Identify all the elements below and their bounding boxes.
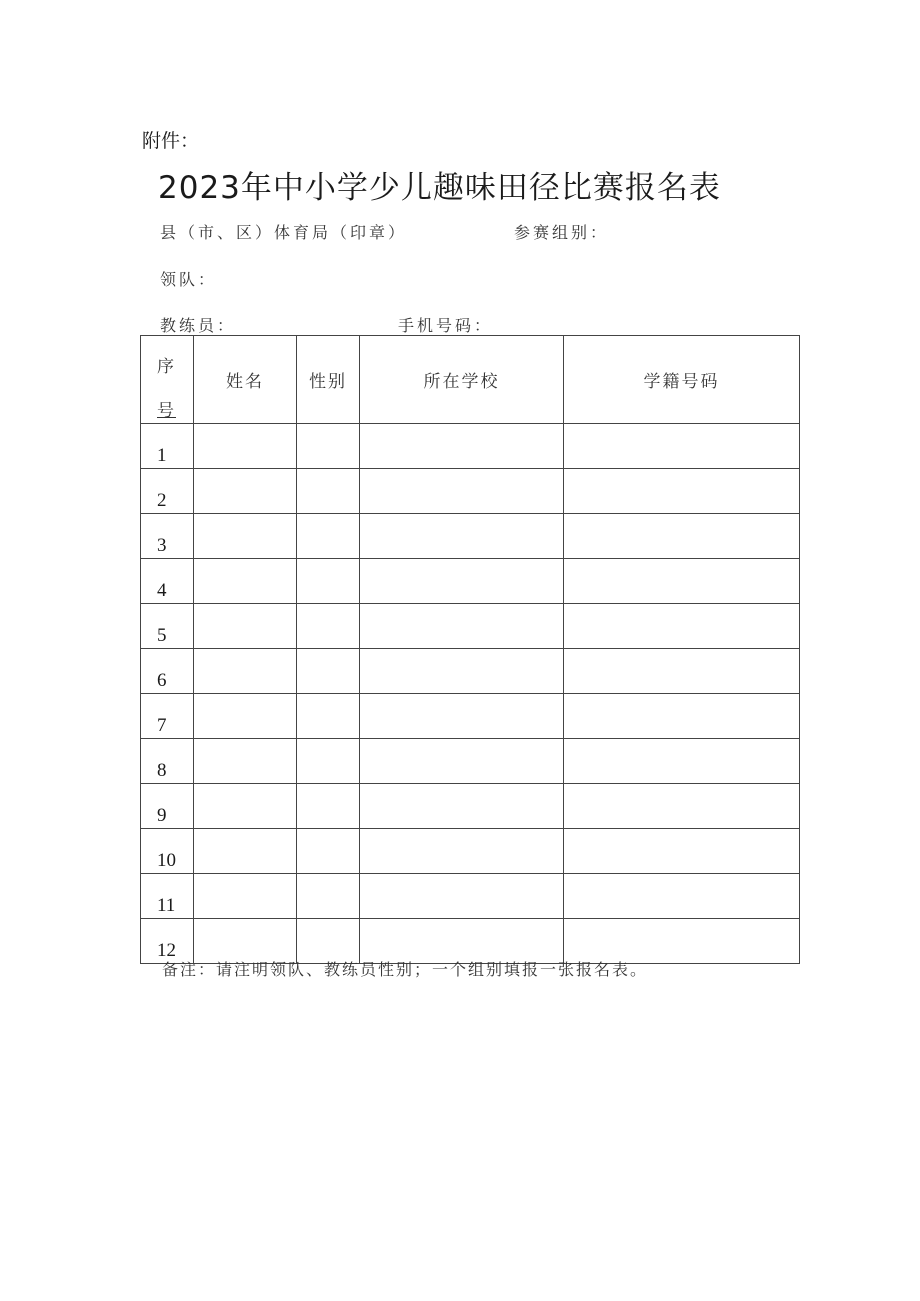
gender-cell[interactable]: [297, 559, 360, 604]
county-bureau-label: 县（市、区）体育局（印章）: [160, 223, 408, 242]
name-cell[interactable]: [194, 784, 297, 829]
table-row: [141, 649, 800, 694]
school-cell[interactable]: [360, 514, 564, 559]
header-seq: [141, 336, 194, 424]
name-cell[interactable]: [194, 604, 297, 649]
gender-cell[interactable]: [297, 694, 360, 739]
student-id-cell[interactable]: [564, 829, 800, 874]
row-number: 5: [141, 604, 194, 649]
row-number: 7: [141, 694, 194, 739]
table-row: [141, 514, 800, 559]
student-id-cell[interactable]: [564, 514, 800, 559]
school-cell[interactable]: [360, 739, 564, 784]
row-number: 4: [141, 559, 194, 604]
gender-cell[interactable]: [297, 784, 360, 829]
school-cell[interactable]: [360, 649, 564, 694]
name-cell[interactable]: [194, 514, 297, 559]
student-id-cell[interactable]: [564, 559, 800, 604]
table-row: [141, 829, 800, 874]
row-number: 3: [141, 514, 194, 559]
row-number: 10: [141, 829, 194, 874]
header-name: 姓名: [194, 336, 297, 424]
header-student-id: 学籍号码: [564, 336, 800, 424]
header-school: 所在学校: [360, 336, 564, 424]
row-number: 8: [141, 739, 194, 784]
name-cell[interactable]: [194, 649, 297, 694]
header-seq-top: 序: [157, 357, 176, 377]
school-cell[interactable]: [360, 424, 564, 469]
row-number: 9: [141, 784, 194, 829]
table-row: [141, 874, 800, 919]
leader-label: 领队：: [160, 270, 218, 289]
name-cell[interactable]: [194, 829, 297, 874]
student-id-cell[interactable]: [564, 694, 800, 739]
row-number: 11: [141, 874, 194, 919]
row-number: 1: [141, 424, 194, 469]
gender-cell[interactable]: [297, 874, 360, 919]
name-cell[interactable]: [194, 424, 297, 469]
name-cell[interactable]: [194, 559, 297, 604]
gender-cell[interactable]: [297, 829, 360, 874]
student-id-cell[interactable]: [564, 874, 800, 919]
gender-cell[interactable]: [297, 469, 360, 514]
gender-cell[interactable]: [297, 649, 360, 694]
phone-label: 手机号码：: [398, 316, 494, 335]
row-number: 2: [141, 469, 194, 514]
name-cell[interactable]: [194, 694, 297, 739]
coach-label: 教练员：: [160, 316, 237, 335]
school-cell[interactable]: [360, 874, 564, 919]
student-id-cell[interactable]: [564, 739, 800, 784]
row-number: 6: [141, 649, 194, 694]
annex-label: 附件：: [142, 130, 200, 152]
table-row: [141, 739, 800, 784]
table-row: [141, 469, 800, 514]
registration-table: [140, 335, 800, 964]
school-cell[interactable]: [360, 784, 564, 829]
student-id-cell[interactable]: [564, 784, 800, 829]
school-cell[interactable]: [360, 604, 564, 649]
header-gender: 性别: [297, 336, 360, 424]
school-cell[interactable]: [360, 694, 564, 739]
gender-cell[interactable]: [297, 514, 360, 559]
school-cell[interactable]: [360, 469, 564, 514]
name-cell[interactable]: [194, 469, 297, 514]
table-row: [141, 604, 800, 649]
gender-cell[interactable]: [297, 424, 360, 469]
gender-cell[interactable]: [297, 739, 360, 784]
table-row: [141, 424, 800, 469]
student-id-cell[interactable]: [564, 649, 800, 694]
row-number: 12: [141, 919, 194, 964]
name-cell[interactable]: [194, 874, 297, 919]
student-id-cell[interactable]: [564, 604, 800, 649]
table-row: [141, 559, 800, 604]
footnote: 备注：请注明领队、教练员性别；一个组别填报一张报名表。: [162, 960, 649, 979]
table-row: [141, 694, 800, 739]
group-label: 参赛组别：: [514, 223, 610, 242]
header-seq-bottom: 号: [157, 401, 176, 421]
student-id-cell[interactable]: [564, 469, 800, 514]
table-row: [141, 784, 800, 829]
school-cell[interactable]: [360, 559, 564, 604]
school-cell[interactable]: [360, 829, 564, 874]
table-header-row: [141, 336, 800, 424]
gender-cell[interactable]: [297, 604, 360, 649]
name-cell[interactable]: [194, 739, 297, 784]
student-id-cell[interactable]: [564, 424, 800, 469]
page-title: 2023年中小学少儿趣味田径比赛报名表: [158, 170, 721, 206]
